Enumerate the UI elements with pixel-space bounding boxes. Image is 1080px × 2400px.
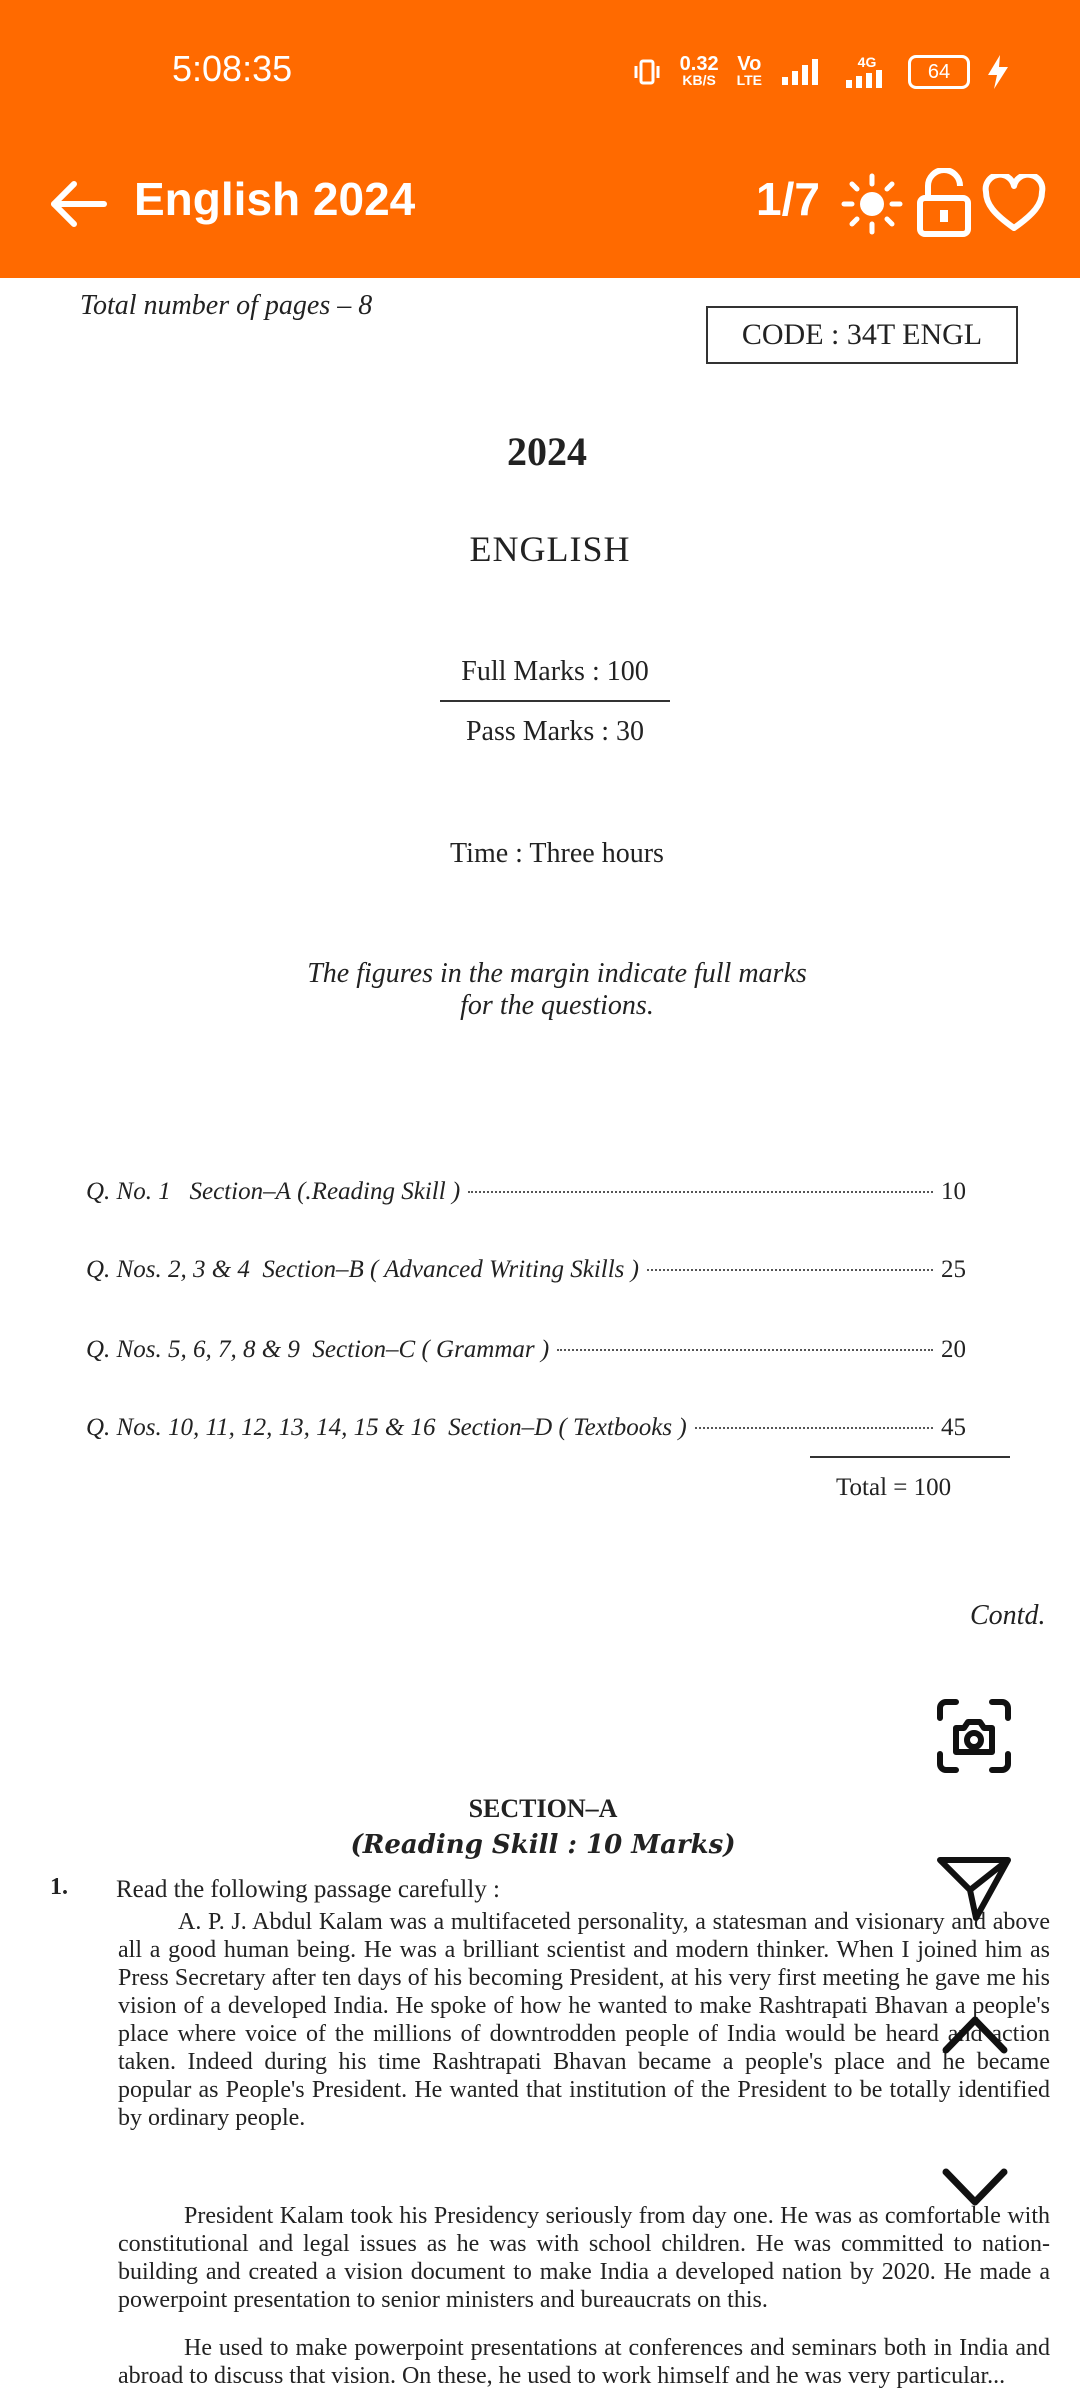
send-icon[interactable] (936, 1856, 1012, 1922)
exam-subject: ENGLISH (469, 529, 631, 569)
volte-bottom: LTE (736, 72, 762, 88)
question-prompt: Read the following passage carefully : (116, 1876, 500, 1903)
toc-row-4 (86, 1414, 966, 1442)
passage-paragraph-2: President Kalam took his Presidency seriously from day one. He was as comfortable with constitutional and legal issues as he was with school children. He was committed to nation-building and created a vision document to make India a developed nation by 2020. He made a powerpoint presentation to senior ministers and bureaucrats on this. (118, 2203, 1050, 2313)
heart-icon[interactable] (982, 174, 1046, 234)
status-time: 5:08:35 (172, 48, 293, 89)
toc-qno: Q. Nos. (86, 1256, 162, 1283)
toc-row-3 (86, 1336, 966, 1364)
total-pages: Total number of pages – 8 (80, 290, 373, 321)
toc-section: Section–C (312, 1336, 416, 1363)
toc-qno: Q. Nos. (86, 1414, 162, 1441)
exam-time: Time : Three hours (450, 838, 664, 869)
sun-icon[interactable] (840, 172, 904, 236)
document-title: English 2024 (134, 173, 416, 225)
toc-section: Section–A (189, 1178, 291, 1205)
toc-leader (695, 1427, 933, 1429)
toc-desc: ( Advanced Writing Skills ) (370, 1256, 639, 1283)
toc-row-2 (86, 1256, 966, 1284)
paper-code: CODE : 34T ENGL (706, 306, 1018, 364)
toc-section: Section–B (262, 1256, 364, 1283)
chevron-down-icon[interactable] (940, 2166, 1010, 2210)
toc-qno: Q. Nos. (86, 1336, 162, 1363)
status-icons (632, 54, 1008, 90)
app-bar (0, 140, 1080, 278)
page-indicator: 1/7 (756, 173, 820, 225)
total-rule (810, 1456, 1010, 1458)
battery-level: 64 (927, 60, 951, 83)
signal-icon-2 (844, 70, 890, 88)
toc-nums: 5, 6, 7, 8 & 9 (167, 1336, 300, 1363)
toc-nums: 10, 11, 12, 13, 14, 15 & 16 (167, 1414, 436, 1441)
passage-paragraph-1: A. P. J. Abdul Kalam was a multifaceted personality, a statesman and visionary and above all a good human being. He was a brilliant scientist and modern thinker. When I joined him as Press Secretary after ten days of his becoming President, at his very first meeting he gave me his vision of a developed India. He spoke of how he wanted to make Rashtrapati Bhavan a people's place where voice of the millions of downtrodden people of India would be heard and action taken. Indeed during his time Rashtrapati Bhavan became a people's place and he became popular as People's President. He wanted that institution of the President to be totally identified by ordinary people. (118, 1909, 1050, 2131)
question-number: 1. (50, 1874, 68, 1900)
net-speed (679, 53, 719, 88)
charging-icon (988, 55, 1008, 89)
document-page[interactable] (0, 278, 1080, 2400)
passage-paragraph-3: He used to make powerpoint presentations at conferences and seminars both in India and abroad to discuss that vision. On these, he used to work himself and he was very particular... (118, 2335, 1050, 2389)
toc-desc: ( Textbooks ) (558, 1414, 687, 1441)
pass-marks: Pass Marks : 30 (465, 716, 645, 747)
vibrate-icon (632, 57, 662, 87)
section-title: SECTION–A (468, 1794, 618, 1823)
arrow-left-icon[interactable] (46, 172, 110, 236)
toc-leader (468, 1191, 933, 1193)
net-speed-value: 0.32 (679, 53, 719, 75)
status-bar (0, 0, 1080, 140)
toc-nums: 2, 3 & 4 (167, 1256, 250, 1283)
total-marks: Total = 100 (836, 1474, 952, 1501)
toc-marks: 10 (941, 1178, 966, 1205)
unlock-icon[interactable] (912, 168, 976, 238)
network-type (844, 54, 890, 90)
toc-marks: 20 (941, 1336, 966, 1363)
volte-indicator (736, 53, 762, 88)
toc-desc: ( Grammar ) (421, 1336, 550, 1363)
toc-desc: (.Reading Skill ) (297, 1178, 461, 1205)
volte-top: Vo (737, 53, 762, 75)
instructions (0, 958, 1080, 1022)
chevron-up-icon[interactable] (940, 2012, 1010, 2056)
toc-leader (557, 1349, 933, 1351)
toc-leader (647, 1269, 933, 1271)
exam-year: 2024 (507, 429, 587, 474)
full-marks: Full Marks : 100 (440, 656, 670, 702)
signal-icon (780, 57, 826, 87)
instruction-line-2: for the questions. (460, 990, 654, 1021)
toc-section: Section–D (448, 1414, 553, 1441)
toc-marks: 25 (941, 1256, 966, 1283)
camera-icon[interactable] (936, 1698, 1012, 1774)
net-speed-unit: KB/S (682, 72, 716, 88)
contd-label: Contd. (970, 1600, 1046, 1631)
toc-qno: Q. No. 1 (86, 1178, 171, 1205)
network-type-label: 4G (857, 54, 877, 70)
section-subtitle: (Reading Skill : 10 Marks) (350, 1830, 736, 1860)
toc-marks: 45 (941, 1414, 966, 1441)
toc-row-1 (86, 1178, 966, 1206)
instruction-line-1: The figures in the margin indicate full marks (307, 958, 807, 989)
battery-indicator (908, 55, 970, 89)
